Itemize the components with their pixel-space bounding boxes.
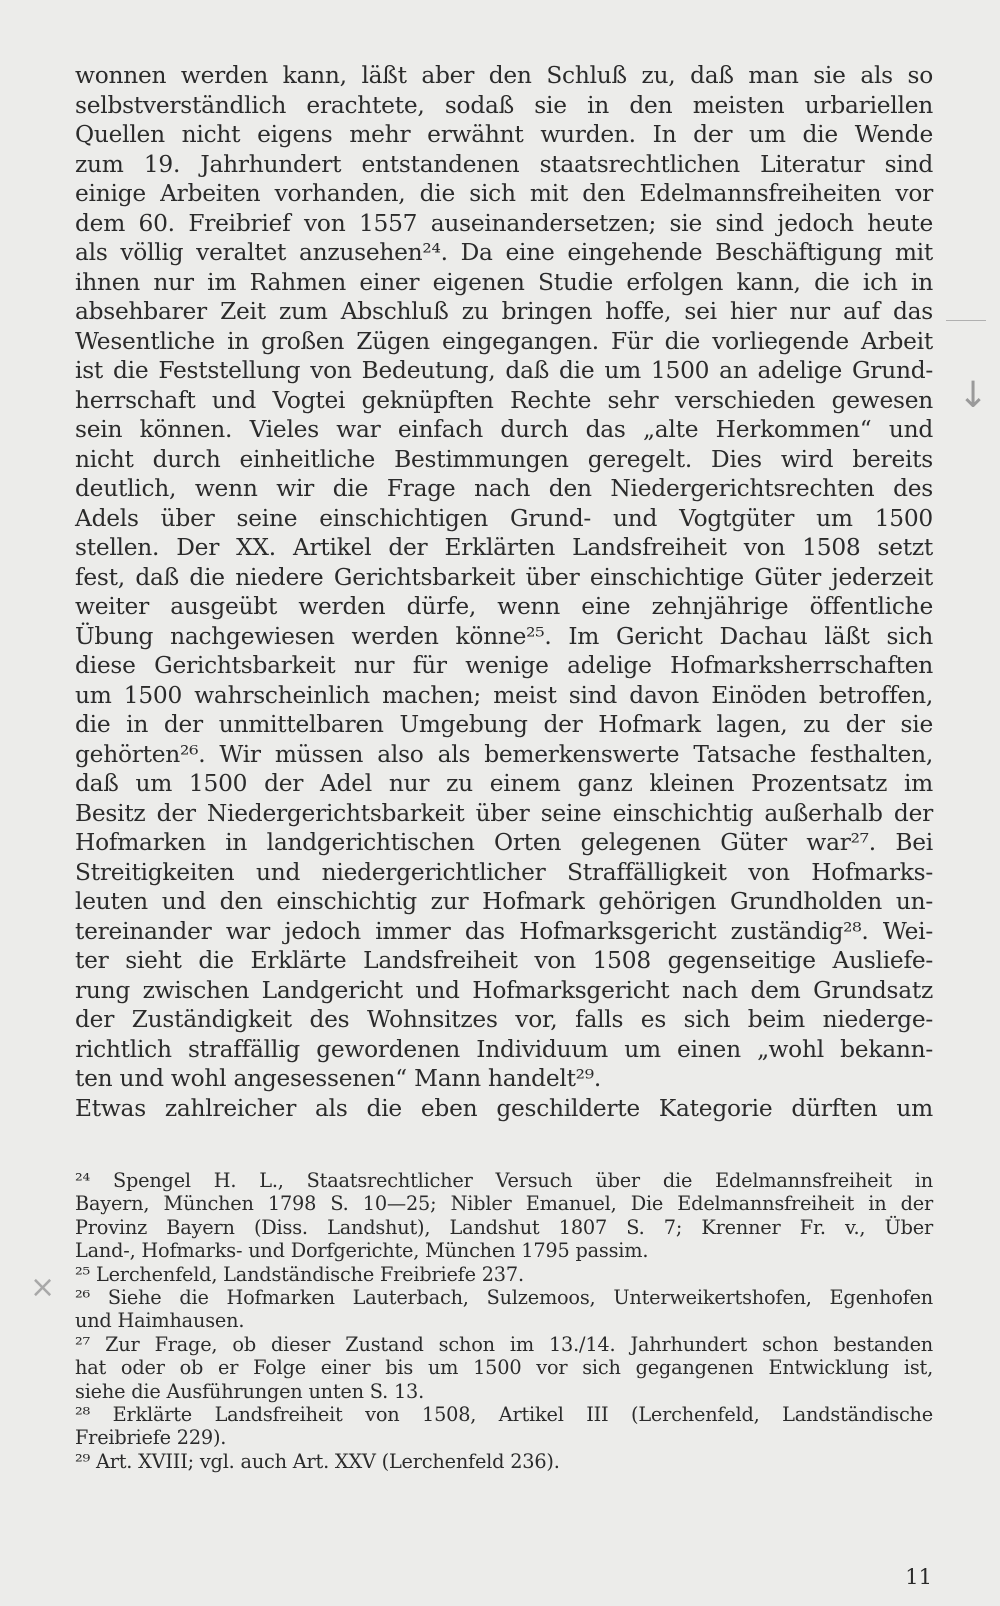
- footnote-line: Provinz Bayern (Diss. Landshut), Landshut 1807 S. 7; Krenner Fr. v., Über: [75, 1215, 933, 1239]
- body-line: einige Arbeiten vorhanden, die sich mit den Edelmannsfreiheiten vor: [75, 180, 933, 207]
- body-text: [75, 61, 933, 1123]
- body-line: Besitz der Niedergerichtsbarkeit über seine einschichtig außerhalb der: [75, 799, 933, 827]
- body-line: daß um 1500 der Adel nur zu einem ganz kleinen Prozentsatz im: [75, 770, 933, 797]
- body-line: herrschaft und Vogtei geknüpften Rechte sehr verschieden gewesen: [75, 386, 933, 414]
- footnote-line: Bayern, München 1798 S. 10—25; Nibler Emanuel, Die Edelmannsfreiheit in der: [75, 1192, 933, 1216]
- page-number: 11: [905, 1565, 932, 1589]
- body-line: der Zuständigkeit des Wohnsitzes vor, falls es sich beim niederge-: [75, 1006, 933, 1033]
- body-line: fest, daß die niedere Gerichtsbarkeit über einschichtige Güter jederzeit: [75, 563, 933, 591]
- body-line: dem 60. Freibrief von 1557 auseinandersetzen; sie sind jedoch heute: [75, 209, 933, 237]
- body-line: Etwas zahlreicher als die eben geschilderte Kategorie dürften um: [75, 1094, 933, 1122]
- footnote-line: hat oder ob er Folge einer bis um 1500 vor sich gegangenen Entwicklung ist,: [75, 1356, 933, 1380]
- body-line: um 1500 wahrscheinlich machen; meist sind davon Einöden betroffen,: [75, 681, 933, 709]
- body-line: tereinander war jedoch immer das Hofmarksgericht zuständig²⁸. Wei-: [75, 917, 933, 945]
- footnote-line: und Haimhausen.: [75, 1309, 245, 1333]
- body-line: Übung nachgewiesen werden könne²⁵. Im Gericht Dachau läßt sich: [75, 622, 933, 650]
- body-line: rung zwischen Landgericht und Hofmarksgericht nach dem Grundsatz: [75, 976, 933, 1004]
- body-line: ten und wohl angesessenen“ Mann handelt²⁹.: [75, 1065, 602, 1092]
- body-line: Streitigkeiten und niedergerichtlicher Straffälligkeit von Hofmarks-: [75, 858, 933, 886]
- body-line: die in der unmittelbaren Umgebung der Hofmark lagen, zu der sie: [75, 711, 933, 738]
- body-line: Quellen nicht eigens mehr erwähnt wurden. In der um die Wende: [75, 121, 933, 148]
- body-line: leuten und den einschichtig zur Hofmark gehörigen Grundholden un-: [75, 888, 933, 915]
- footnote-line: Freibriefe 229).: [75, 1426, 227, 1450]
- body-line: absehbarer Zeit zum Abschluß zu bringen hoffe, sei hier nur auf das: [75, 298, 933, 325]
- body-line: ist die Feststellung von Bedeutung, daß die um 1500 an adelige Grund-: [75, 357, 933, 384]
- body-line: als völlig veraltet anzusehen²⁴. Da eine eingehende Beschäftigung mit: [75, 239, 933, 266]
- body-line: Wesentliche in großen Zügen eingegangen. Für die vorliegende Arbeit: [75, 327, 933, 355]
- body-line: weiter ausgeübt werden dürfe, wenn eine zehnjährige öffentliche: [75, 593, 933, 620]
- body-line: wonnen werden kann, läßt aber den Schluß zu, daß man sie als so: [75, 62, 933, 89]
- margin-pencil-dash: [946, 320, 986, 322]
- footnote-line: ²⁴ Spengel H. L., Staatsrechtlicher Versuch über die Edelmannsfreiheit in: [75, 1169, 933, 1192]
- body-line: Adels über seine einschichtigen Grund- und Vogtgüter um 1500: [75, 504, 933, 532]
- body-line: richtlich straffällig gewordenen Individuum um einen „wohl bekann-: [75, 1035, 933, 1063]
- footnote-line: ²⁷ Zur Frage, ob dieser Zustand schon im 13./14. Jahrhundert schon bestanden: [75, 1332, 933, 1356]
- body-line: deutlich, wenn wir die Frage nach den Niedergerichtsrechten des: [75, 475, 933, 502]
- body-line: selbstverständlich erachtete, sodaß sie in den meisten urbariellen: [75, 91, 933, 119]
- body-line: ihnen nur im Rahmen einer eigenen Studie erfolgen kann, die ich in: [75, 268, 933, 296]
- body-line: stellen. Der XX. Artikel der Erklärten Landsfreiheit von 1508 setzt: [75, 534, 933, 561]
- body-line: zum 19. Jahrhundert entstandenen staatsrechtlichen Literatur sind: [75, 150, 933, 178]
- body-line: ter sieht die Erklärte Landsfreiheit von 1508 gegenseitige Ausliefe-: [75, 947, 933, 974]
- body-line: Hofmarken in landgerichtischen Orten gelegenen Güter war²⁷. Bei: [75, 829, 933, 856]
- body-line: nicht durch einheitliche Bestimmungen geregelt. Dies wird bereits: [75, 445, 933, 473]
- margin-pencil-cross-icon: ×: [30, 1270, 56, 1305]
- footnote-line: ²⁹ Art. XVIII; vgl. auch Art. XXV (Lerchenfeld 236).: [75, 1449, 560, 1473]
- body-line: gehörten²⁶. Wir müssen also als bemerkenswerte Tatsache festhalten,: [75, 740, 933, 768]
- footnote-line: siehe die Ausführungen unten S. 13.: [75, 1379, 425, 1403]
- footnotes: [75, 1169, 933, 1473]
- footnote-line: ²⁶ Siehe die Hofmarken Lauterbach, Sulzemoos, Unterweikertshofen, Egenhofen: [75, 1285, 933, 1309]
- footnote-line: Land-, Hofmarks- und Dorfgerichte, München 1795 passim.: [75, 1239, 649, 1263]
- footnote-line: ²⁵ Lerchenfeld, Landständische Freibriefe 237.: [75, 1262, 524, 1286]
- body-line: diese Gerichtsbarkeit nur für wenige adelige Hofmarksherrschaften: [75, 652, 933, 679]
- body-line: sein können. Vieles war einfach durch das „alte Herkommen“ und: [75, 416, 933, 443]
- margin-pencil-arrow-icon: ↓: [958, 375, 989, 416]
- footnote-line: ²⁸ Erklärte Landsfreiheit von 1508, Artikel III (Lerchenfeld, Landständische: [75, 1402, 933, 1426]
